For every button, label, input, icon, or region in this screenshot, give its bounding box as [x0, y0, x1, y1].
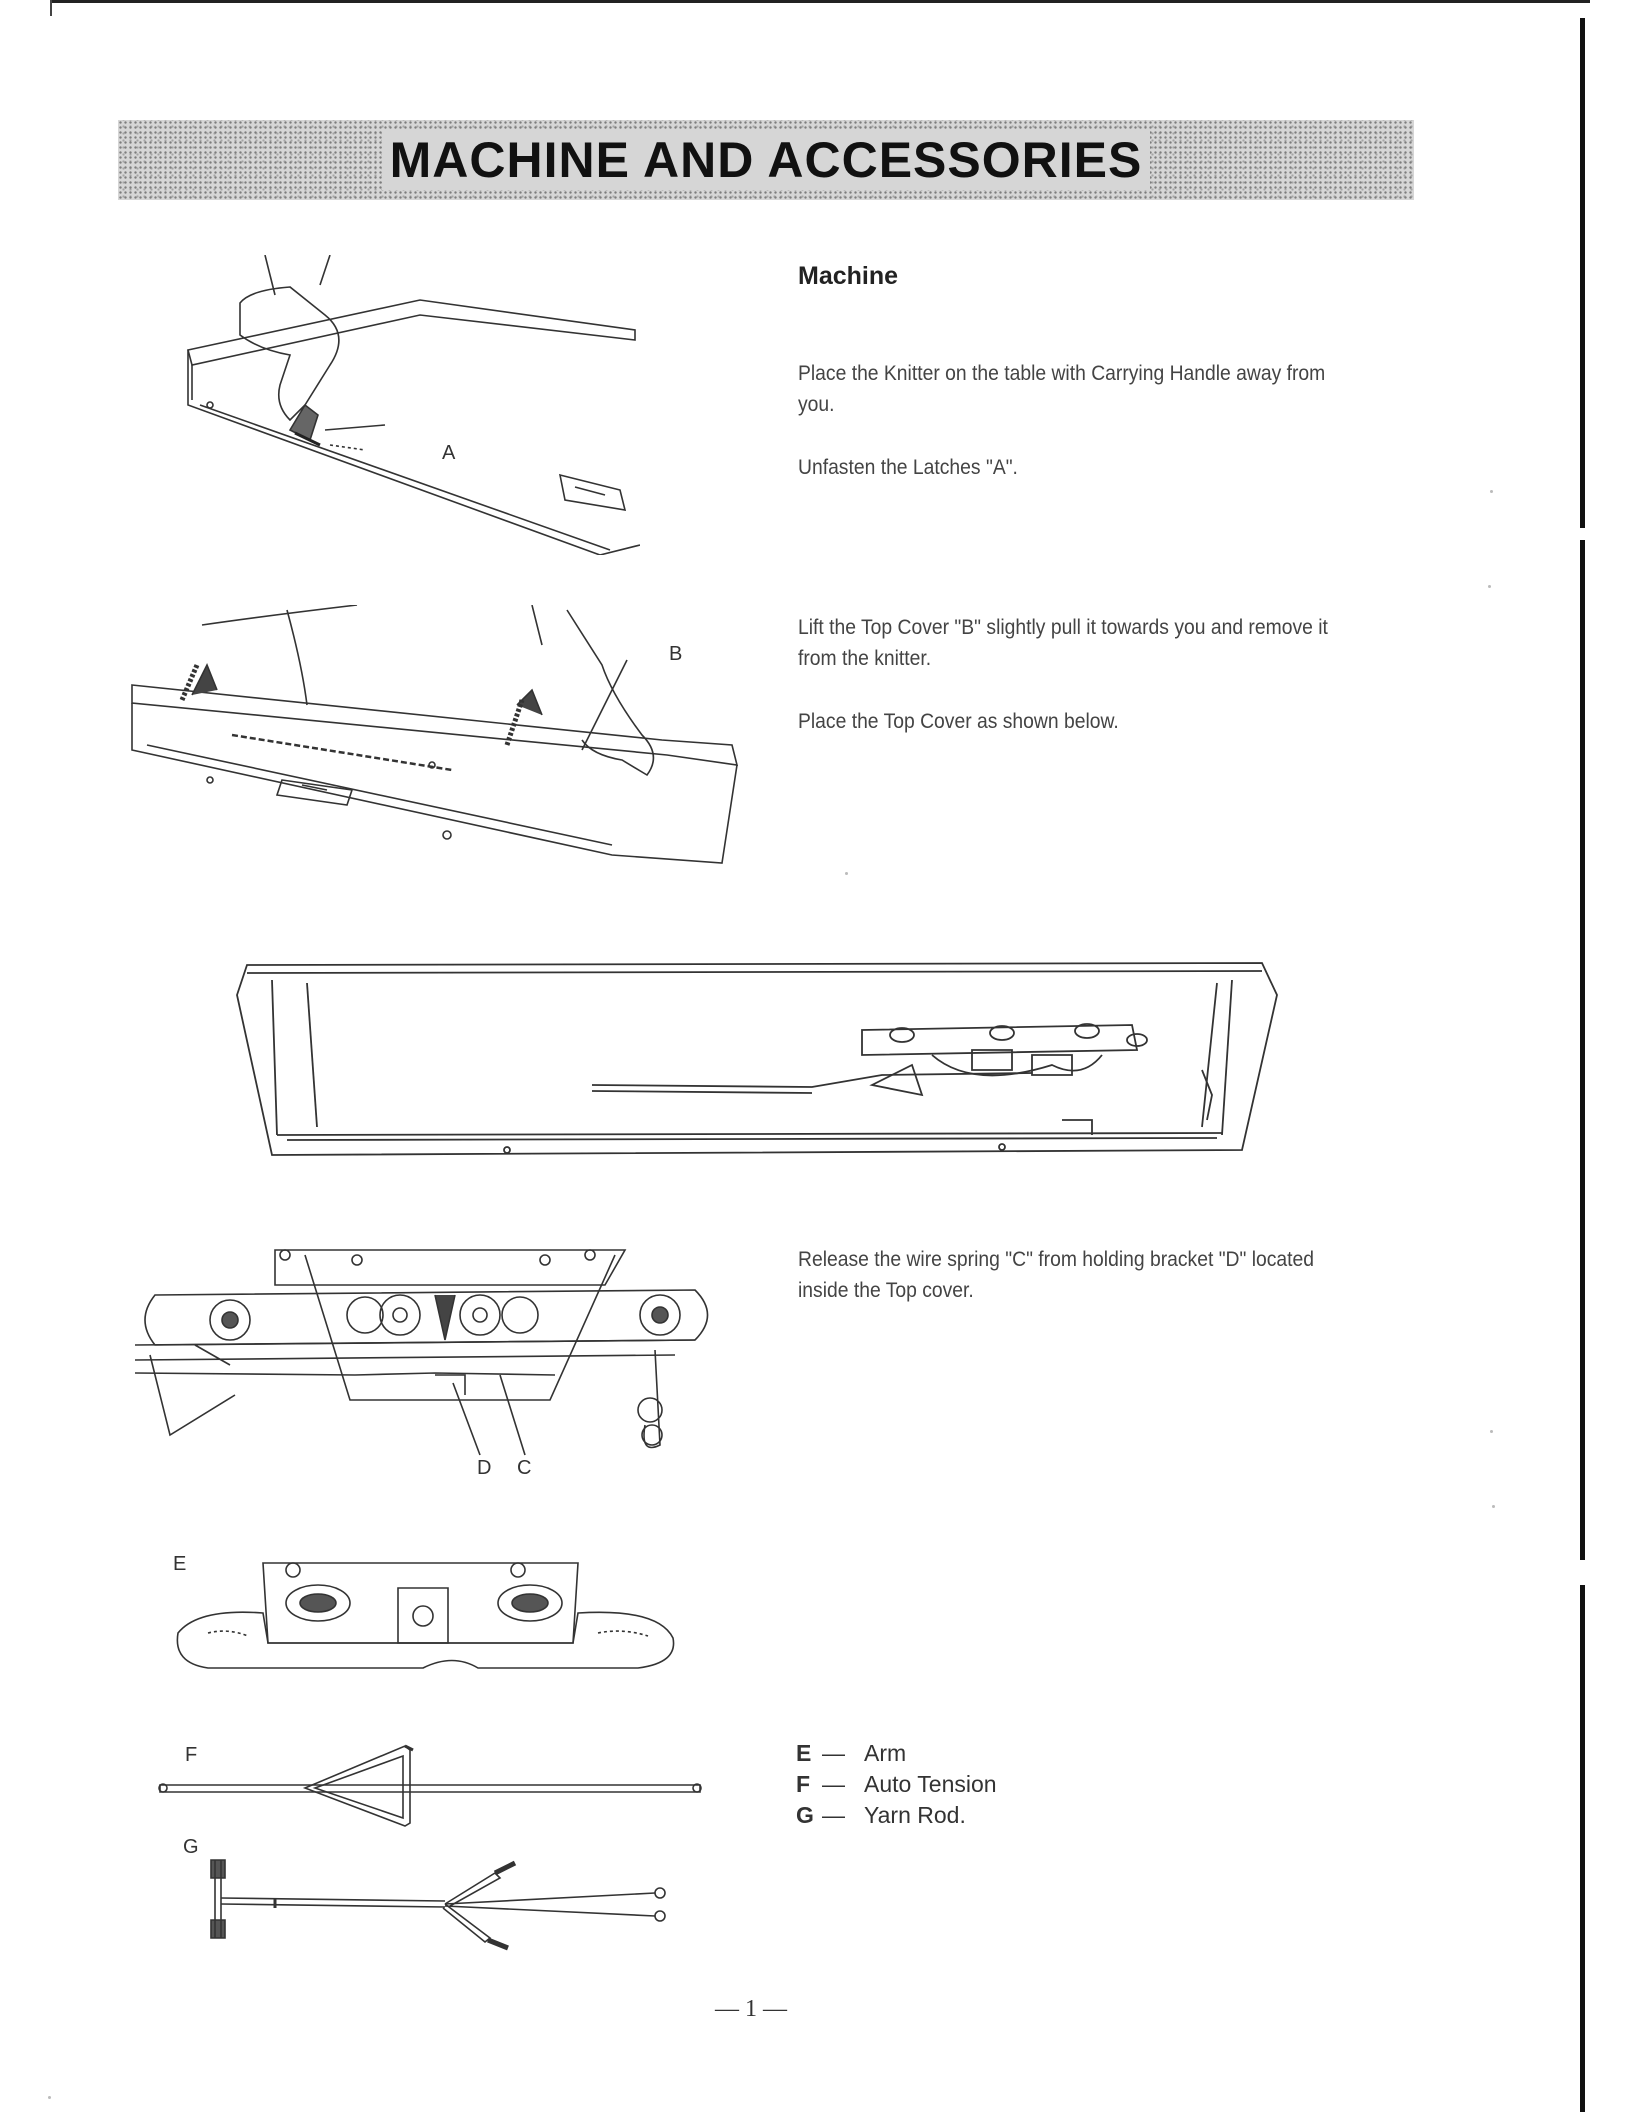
- scan-speck: [1488, 585, 1491, 588]
- top-border-line: [52, 0, 1590, 3]
- figure-yarn-rod: [175, 1836, 675, 1958]
- label-a: A: [442, 442, 456, 464]
- instruction-text: Lift the Top Cover "B" slightly pull it towards you and remove it from the knitter.: [798, 616, 1328, 670]
- instruction-text: Release the wire spring "C" from holding bracket "D" located inside the Top cover.: [798, 1248, 1315, 1302]
- scan-speck: [1490, 1430, 1493, 1433]
- instruction-text: Place the Knitter on the table with Carrying Handle away from you.: [798, 362, 1326, 416]
- legend-dash: —: [822, 1802, 845, 1828]
- scan-speck: [1490, 490, 1493, 493]
- legend-key: F: [796, 1771, 811, 1797]
- legend-dash: —: [822, 1771, 845, 1797]
- accessory-legend: [796, 1738, 997, 1831]
- figure-arm: [168, 1553, 678, 1693]
- label-b: B: [669, 643, 683, 665]
- label-d: D: [477, 1457, 492, 1479]
- figure-auto-tension: [155, 1738, 705, 1828]
- legend-key: E: [796, 1740, 812, 1766]
- legend-row-yarn-rod: [796, 1800, 997, 1831]
- figure-unfasten-latches: [180, 255, 640, 555]
- legend-text: Auto Tension: [864, 1771, 997, 1797]
- top-border-tick: [50, 0, 52, 16]
- right-edge-line: [1580, 1585, 1585, 2112]
- legend-row-auto-tension: [796, 1769, 997, 1800]
- label-e: E: [173, 1553, 187, 1575]
- label-f: F: [185, 1744, 198, 1766]
- right-edge-line: [1580, 540, 1585, 1560]
- page-title: MACHINE AND ACCESSORIES: [382, 130, 1151, 190]
- instruction-text: Unfasten the Latches "A".: [798, 456, 1018, 479]
- legend-dash: —: [822, 1740, 845, 1766]
- legend-text: Arm: [864, 1740, 907, 1766]
- scan-speck: [48, 2096, 51, 2099]
- figure-wire-spring-release: [135, 1235, 725, 1479]
- figure-top-cover-open: [232, 955, 1280, 1163]
- legend-row-arm: [796, 1738, 997, 1769]
- right-edge-line: [1580, 18, 1585, 528]
- instruction-text: Place the Top Cover as shown below.: [798, 710, 1119, 733]
- section-heading: Machine: [798, 262, 899, 290]
- legend-key: G: [796, 1802, 814, 1828]
- legend-text: Yarn Rod.: [864, 1802, 966, 1828]
- label-g: G: [183, 1836, 199, 1858]
- title-banner: [118, 120, 1414, 200]
- scan-speck: [1492, 1505, 1495, 1508]
- scan-speck: [845, 872, 848, 875]
- label-c: C: [517, 1457, 532, 1479]
- page-number: — 1 —: [715, 1996, 787, 2022]
- figure-lift-top-cover: [122, 605, 742, 875]
